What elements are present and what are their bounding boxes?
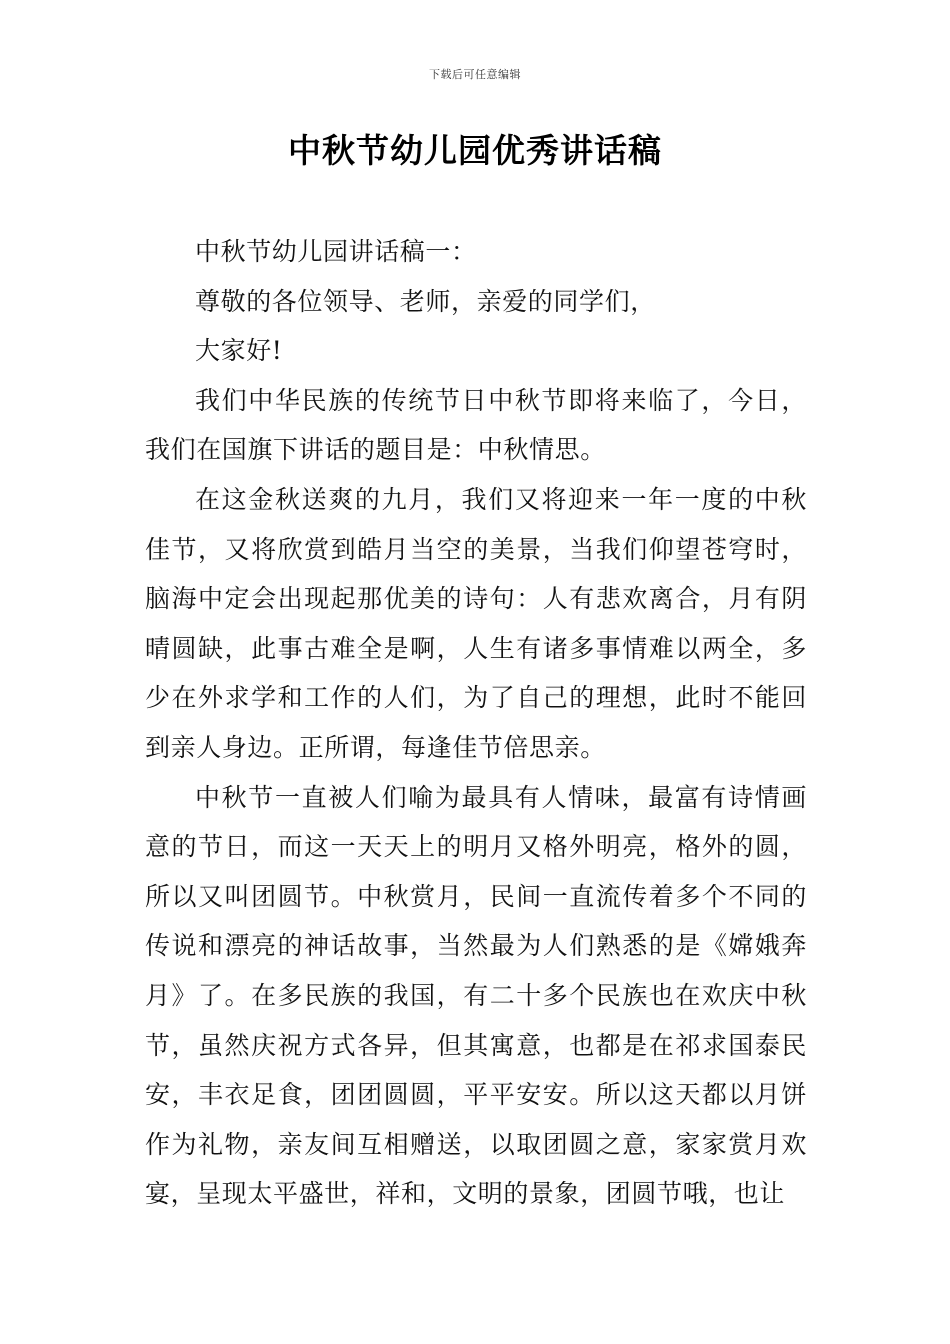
- paragraph-greeting: 大家好!: [195, 336, 283, 366]
- paragraph: 中秋节一直被人们喻为最具有人情味，最富有诗情画意的节日，而这一天天上的明月又格外明亮，格外的圆，所以又叫团圆节。中秋赏月，民间一直流传着多个不同的传说和漂亮的神话故事，当然最为人们熟悉的是《嫦娥奔月》了。在多民族的我国，有二十多个民族也在欢庆中秋节，虽然庆祝方式各异，但其寓意，也都是在祁求国泰民安，丰衣足食，团团圆圆，平平安安。所以这天都以月饼作为礼物，亲友间互相赠送，以取团圆之意，家家赏月欢宴，呈现太平盛世，祥和，文明的景象，团圆节哦，也让: [145, 782, 807, 1209]
- header-note: 下载后可任意编辑: [429, 68, 521, 81]
- paragraph-heading: 中秋节幼儿园讲话稿一：: [195, 237, 477, 266]
- document-title: 中秋节幼儿园优秀讲话稿: [288, 131, 662, 170]
- paragraph: 我们中华民族的传统节日中秋节即将来临了，今日，我们在国旗下讲话的题目是：中秋情思。: [145, 385, 807, 465]
- document-body: [145, 227, 807, 1219]
- paragraph: 在这金秋送爽的九月，我们又将迎来一年一度的中秋佳节，又将欣赏到皓月当空的美景，当我们仰望苍穹时，脑海中定会出现起那优美的诗句：人有悲欢离合，月有阴晴圆缺，此事古难全是啊，人生有诸多事情难以两全，多少在外求学和工作的人们，为了自己的理想，此时不能回到亲人身边。正所谓，每逢佳节倍思亲。: [145, 484, 807, 762]
- paragraph-salutation: 尊敬的各位领导、老师，亲爱的同学们，: [195, 286, 656, 316]
